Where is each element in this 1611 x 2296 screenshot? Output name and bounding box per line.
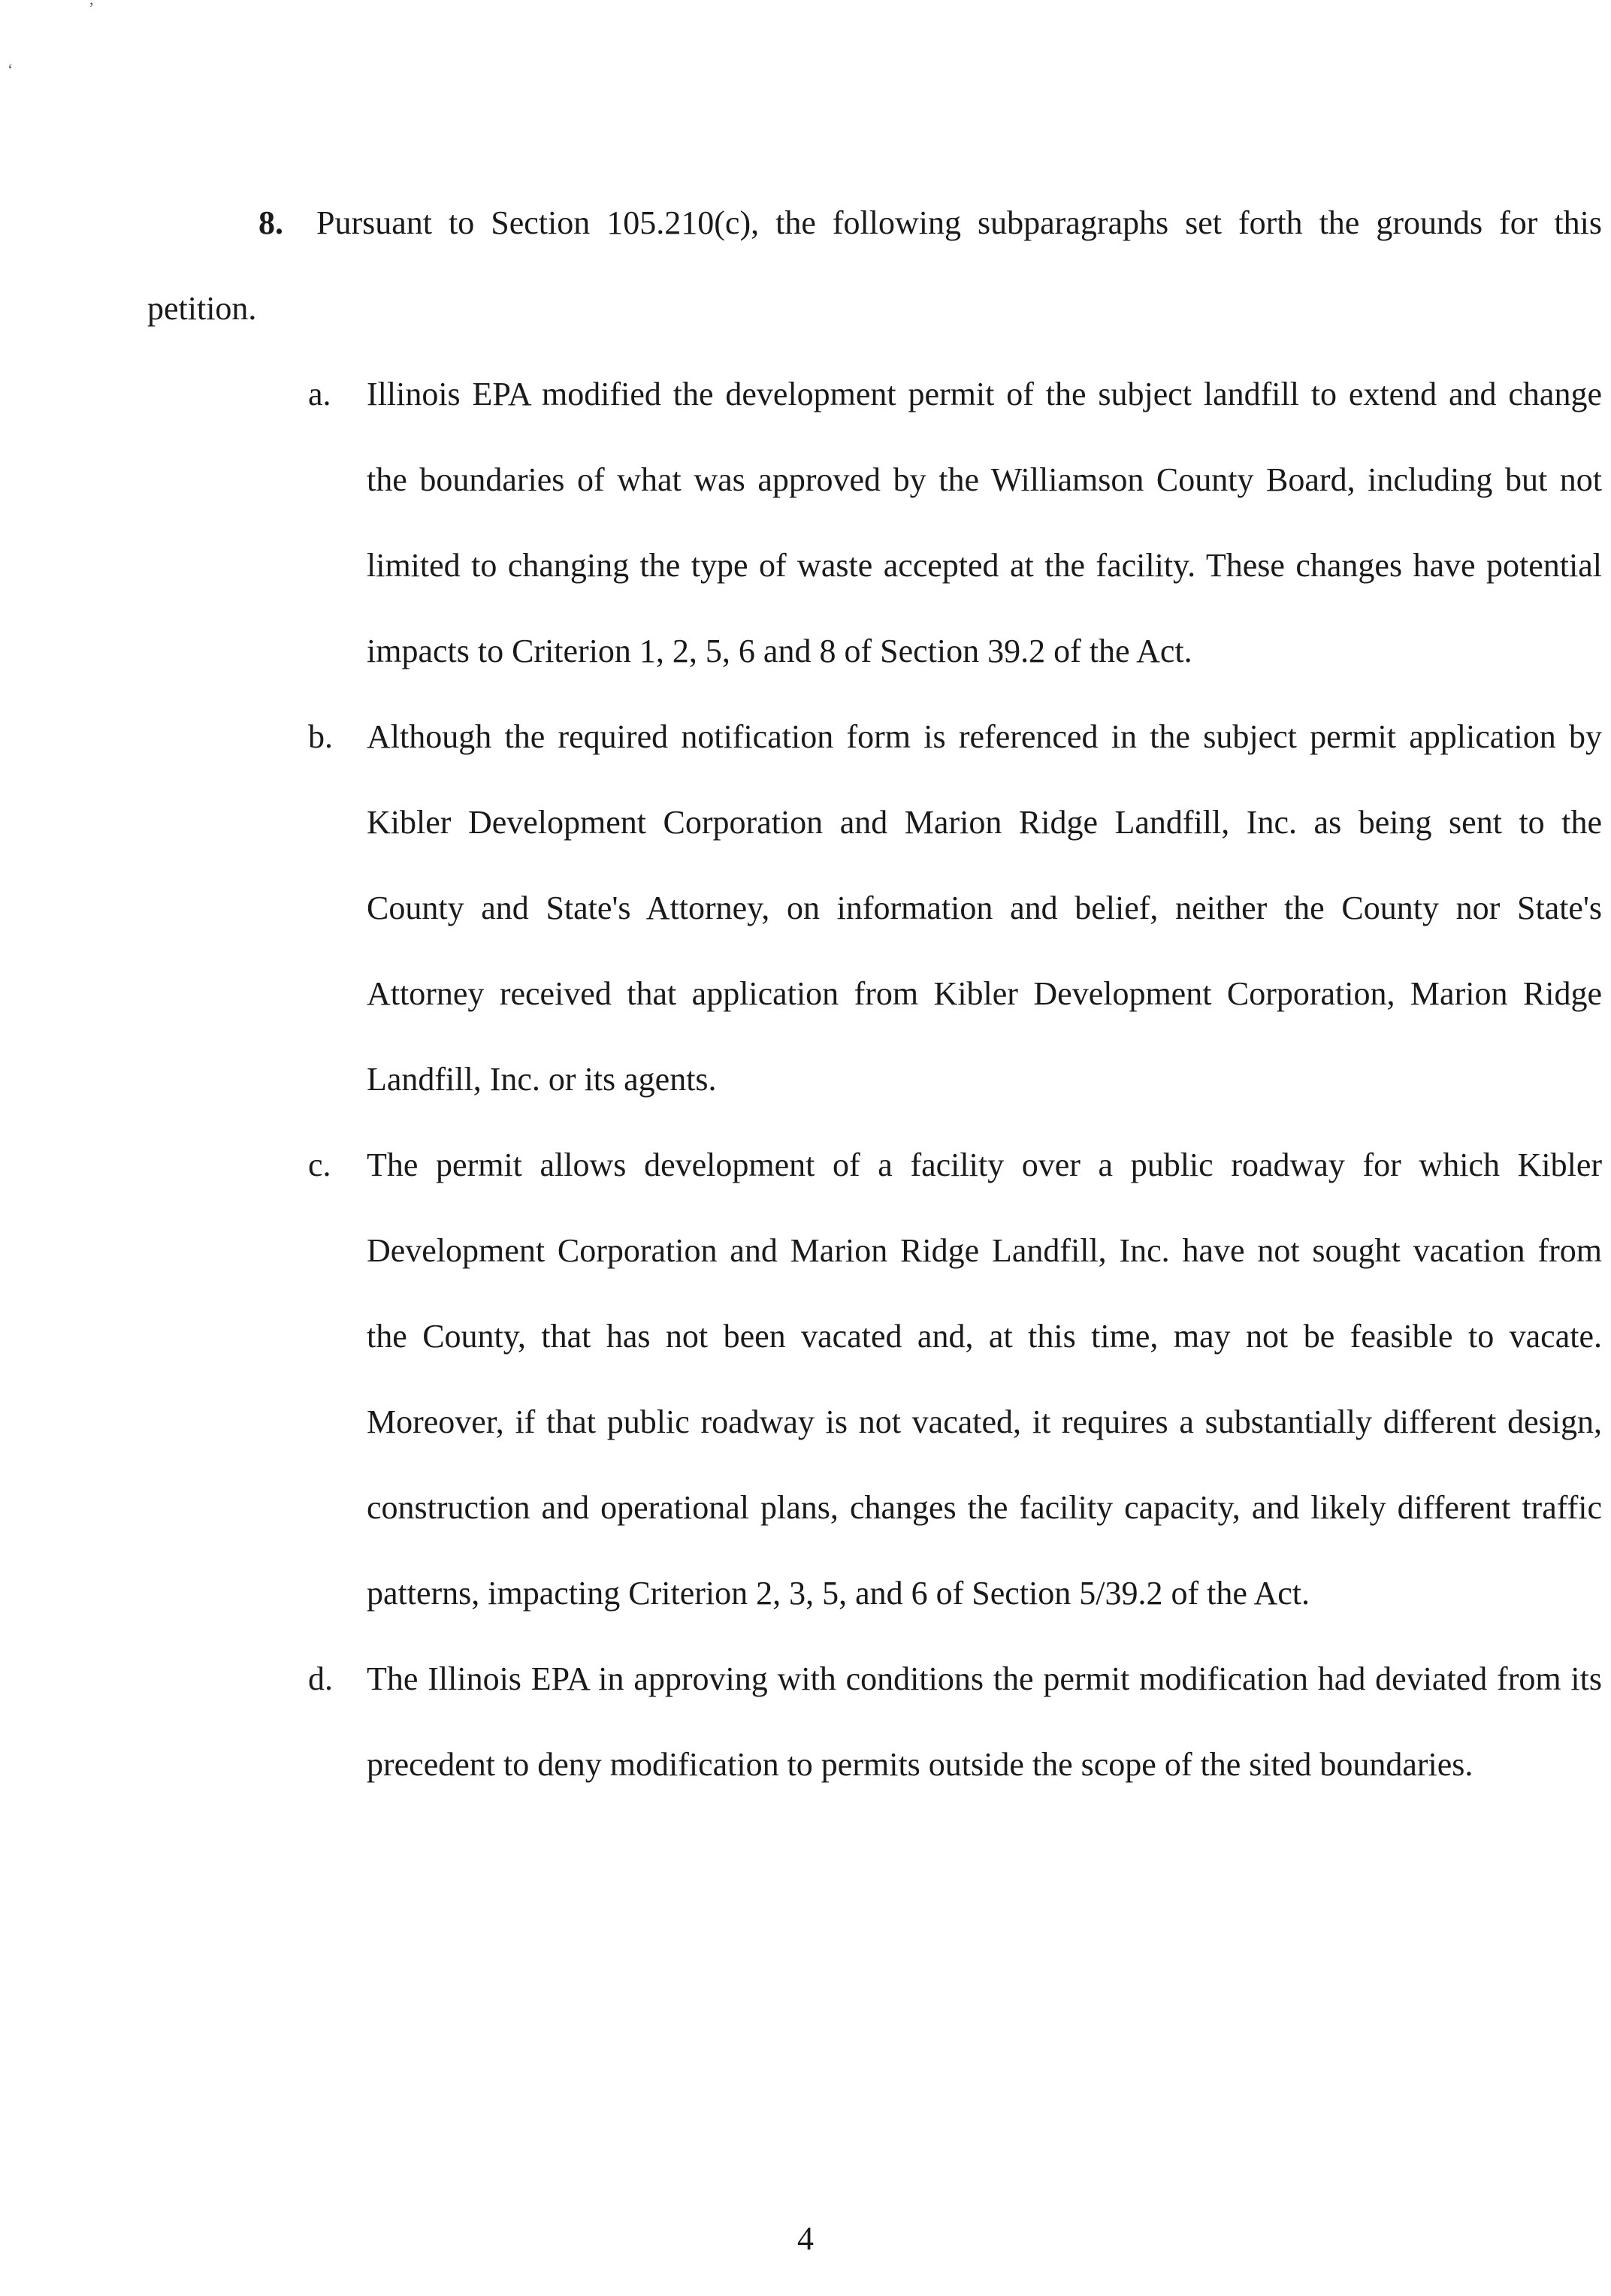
scan-artifact-mark: ’	[89, 0, 95, 17]
subparagraph-text: Although the required notification form is referenced in the subject permit application by Kibler Development Corporation and Marion Ridge Landfill, Inc. as being sent to the County and State's Attorney, on information and belief, neither the County nor State's Attorney received that application from Kibler Development Corporation, Marion Ridge Landfill, Inc. or its agents.	[367, 718, 1602, 1098]
subparagraph-a	[308, 352, 1602, 694]
paragraph-text: Pursuant to Section 105.210(c), the following subparagraphs set forth the grounds for this petition.	[147, 204, 1603, 327]
subparagraph-letter: d.	[308, 1660, 333, 1697]
subparagraph-text: Illinois EPA modified the development permit of the subject landfill to extend and change the boundaries of what was approved by the Williamson County Board, including but not limited to changing the type of waste accepted at the facility. These changes have potential impacts to Criterion 1, 2, 5, 6 and 8 of Section 39.2 of the Act.	[367, 376, 1602, 669]
subparagraph-c	[308, 1122, 1602, 1636]
scan-artifact-mark: ‘	[8, 60, 14, 79]
subparagraph-text: The permit allows development of a facility over a public roadway for which Kibler Development Corporation and Marion Ridge Landfill, Inc. have not sought vacation from the County, that has not been vacated and, at this time, may not be feasible to vacate. Moreover, if that public roadway is not vacated, it requires a substantially different design, construction and operational plans, changes the facility capacity, and likely different traffic patterns, impacting Criterion 2, 3, 5, and 6 of Section 5/39.2 of the Act.	[367, 1146, 1602, 1612]
subparagraph-text: The Illinois EPA in approving with conditions the permit modification had deviated from its precedent to deny modification to permits outside the scope of the sited boundaries.	[367, 1660, 1602, 1783]
paragraph-number: 8.	[258, 204, 283, 241]
subparagraph-d	[308, 1636, 1602, 1808]
subparagraph-letter: a.	[308, 376, 331, 412]
subparagraph-letter: b.	[308, 718, 333, 755]
subparagraph-letter: c.	[308, 1146, 331, 1183]
subparagraph-b	[308, 694, 1602, 1122]
page-number: 4	[797, 2220, 814, 2257]
subparagraph-list	[308, 352, 1602, 1808]
